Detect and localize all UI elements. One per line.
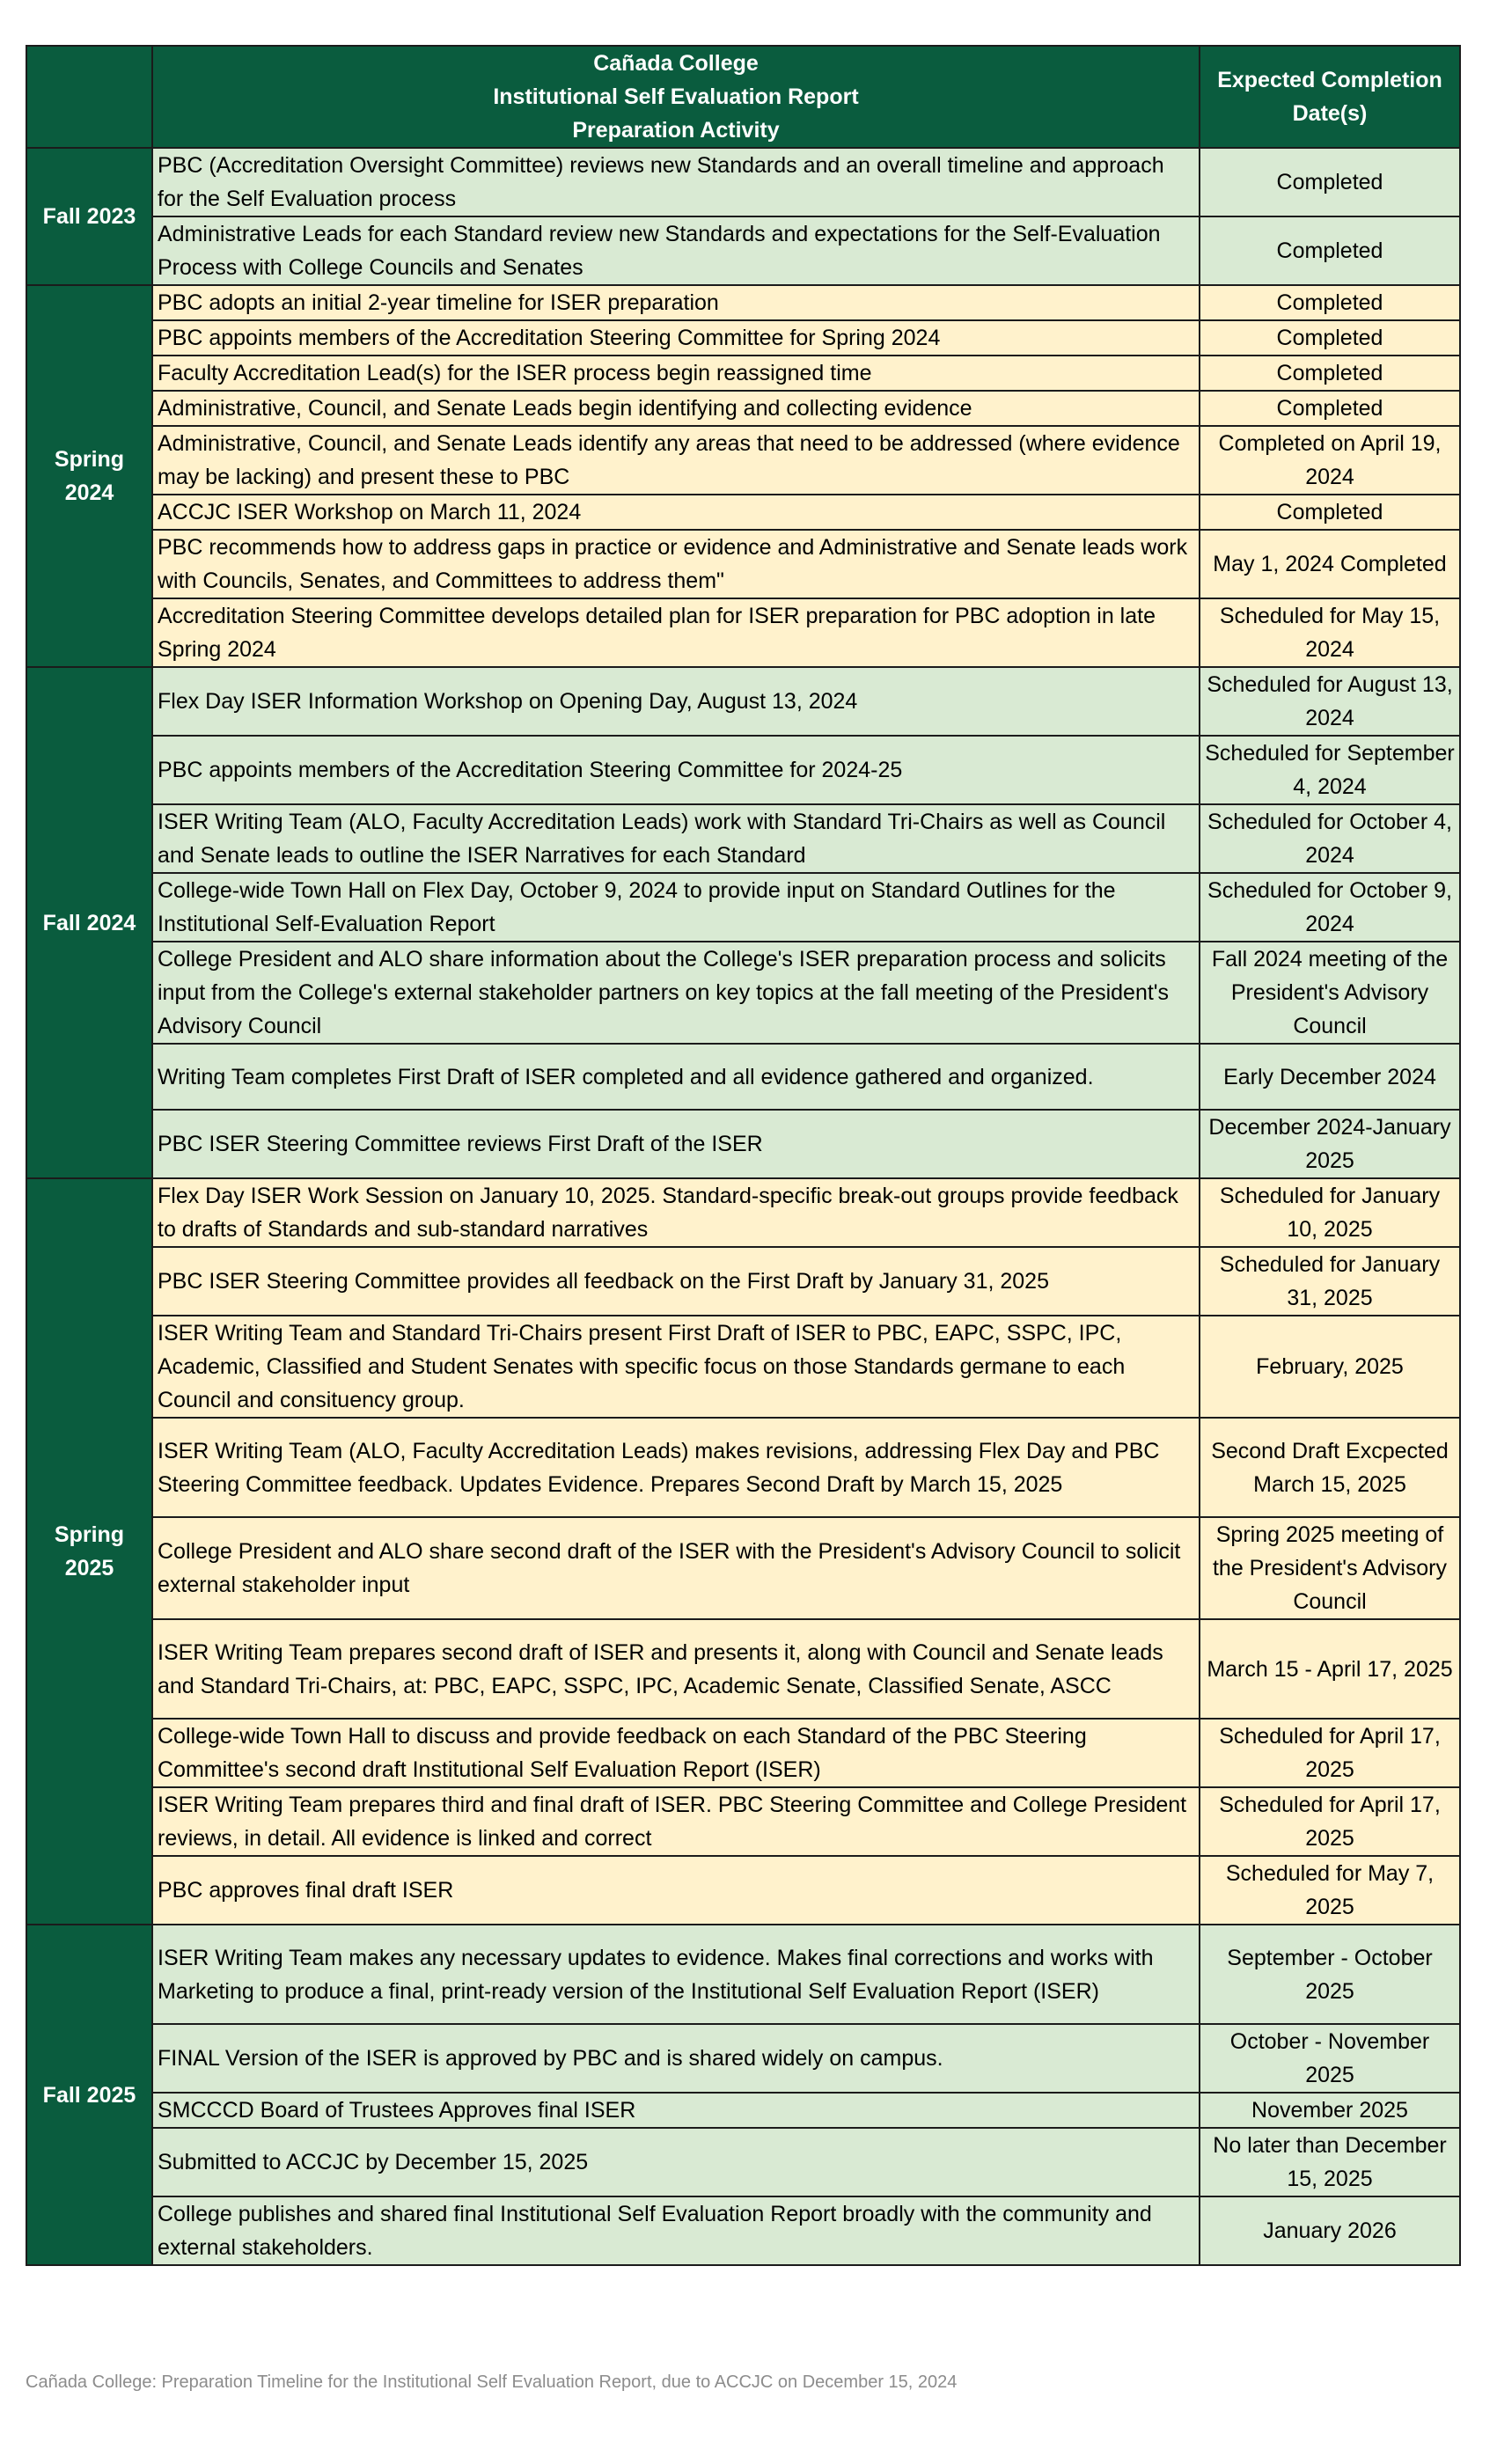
activity-cell: PBC (Accreditation Oversight Committee) reviews new Standards and an overall timeline and approach for the Self Evaluation process — [152, 148, 1200, 216]
timeline-table — [26, 45, 1461, 2266]
date-cell: Completed — [1200, 495, 1460, 530]
table-row — [26, 1418, 1460, 1517]
semester-label: Spring 2024 — [26, 285, 152, 667]
table-row — [26, 426, 1460, 495]
table-row — [26, 873, 1460, 942]
activity-cell: ISER Writing Team prepares third and final draft of ISER. PBC Steering Committee and College President reviews, in detail. All evidence is linked and correct — [152, 1787, 1200, 1856]
activity-cell: ACCJC ISER Workshop on March 11, 2024 — [152, 495, 1200, 530]
activity-cell: Submitted to ACCJC by December 15, 2025 — [152, 2128, 1200, 2196]
activity-cell: ISER Writing Team and Standard Tri-Chairs present First Draft of ISER to PBC, EAPC, SSPC, IPC, Academic, Classified and Student Senates with specific focus on those Standards germane to each Council and consituency group. — [152, 1316, 1200, 1418]
date-cell: Scheduled for September 4, 2024 — [1200, 736, 1460, 804]
header-title-line: Preparation Activity — [572, 118, 780, 143]
activity-cell: PBC adopts an initial 2-year timeline for ISER preparation — [152, 285, 1200, 320]
semester-label: Fall 2024 — [26, 667, 152, 1178]
table-header-row — [26, 46, 1460, 148]
table-row — [26, 285, 1460, 320]
date-cell: Completed — [1200, 356, 1460, 391]
table-row — [26, 1517, 1460, 1619]
activity-cell: ISER Writing Team (ALO, Faculty Accreditation Leads) makes revisions, addressing Flex Day and PBC Steering Committee feedback. Updates Evidence. Prepares Second Draft by March 15, 2025 — [152, 1418, 1200, 1517]
activity-cell: College publishes and shared final Institutional Self Evaluation Report broadly with the community and external stakeholders. — [152, 2196, 1200, 2265]
activity-cell: Administrative Leads for each Standard review new Standards and expectations for the Self-Evaluation Process with College Councils and Senates — [152, 216, 1200, 285]
table-row — [26, 2196, 1460, 2265]
semester-label: Fall 2025 — [26, 1925, 152, 2265]
activity-cell: College President and ALO share information about the College's ISER preparation process and solicits input from the College's external stakeholder partners on key topics at the fall meeting of the President's Advisory Council — [152, 942, 1200, 1044]
date-cell: Scheduled for January 10, 2025 — [1200, 1178, 1460, 1247]
activity-cell: PBC ISER Steering Committee reviews First Draft of the ISER — [152, 1110, 1200, 1178]
table-row — [26, 1856, 1460, 1925]
table-row — [26, 148, 1460, 216]
table-row — [26, 942, 1460, 1044]
table-row — [26, 598, 1460, 667]
table-row — [26, 320, 1460, 356]
table-row — [26, 2093, 1460, 2128]
table-row — [26, 804, 1460, 873]
date-cell: Scheduled for August 13, 2024 — [1200, 667, 1460, 736]
table-row — [26, 1316, 1460, 1418]
table-row — [26, 2024, 1460, 2093]
date-cell: Completed — [1200, 285, 1460, 320]
table-row — [26, 495, 1460, 530]
date-cell: December 2024-January 2025 — [1200, 1110, 1460, 1178]
activity-cell: ISER Writing Team makes any necessary updates to evidence. Makes final corrections and works with Marketing to produce a final, print-ready version of the Institutional Self Evaluation Report (ISER) — [152, 1925, 1200, 2024]
activity-cell: ISER Writing Team prepares second draft of ISER and presents it, along with Council and Senate leads and Standard Tri-Chairs, at: PBC, EAPC, SSPC, IPC, Academic Senate, Classified Senate, ASCC — [152, 1619, 1200, 1719]
activity-cell: College-wide Town Hall to discuss and provide feedback on each Standard of the PBC Steering Committee's second draft Institutional Self Evaluation Report (ISER) — [152, 1719, 1200, 1787]
date-cell: Scheduled for April 17, 2025 — [1200, 1719, 1460, 1787]
table-row — [26, 1110, 1460, 1178]
table-row — [26, 356, 1460, 391]
page-footer: Cañada College: Preparation Timeline for the Institutional Self Evaluation Report, due to ACCJC on December 15, 2024 — [26, 2372, 958, 2392]
activity-cell: Accreditation Steering Committee develops detailed plan for ISER preparation for PBC adoption in late Spring 2024 — [152, 598, 1200, 667]
date-header: Expected Completion Date(s) — [1200, 46, 1460, 148]
date-cell: Spring 2025 meeting of the President's Advisory Council — [1200, 1517, 1460, 1619]
date-cell: Completed — [1200, 391, 1460, 426]
date-cell: Scheduled for January 31, 2025 — [1200, 1247, 1460, 1316]
table-row — [26, 1719, 1460, 1787]
activity-cell: PBC appoints members of the Accreditation Steering Committee for Spring 2024 — [152, 320, 1200, 356]
semester-header — [26, 46, 152, 148]
date-cell: Completed — [1200, 216, 1460, 285]
timeline-body — [26, 148, 1460, 2265]
date-cell: Completed — [1200, 148, 1460, 216]
table-row — [26, 736, 1460, 804]
table-row — [26, 1619, 1460, 1719]
date-cell: Fall 2024 meeting of the President's Advisory Council — [1200, 942, 1460, 1044]
date-cell: March 15 - April 17, 2025 — [1200, 1619, 1460, 1719]
date-cell: Scheduled for May 15, 2024 — [1200, 598, 1460, 667]
date-cell: September - October 2025 — [1200, 1925, 1460, 2024]
semester-label: Spring 2025 — [26, 1178, 152, 1925]
activity-cell: ISER Writing Team (ALO, Faculty Accreditation Leads) work with Standard Tri-Chairs as well as Council and Senate leads to outline the ISER Narratives for each Standard — [152, 804, 1200, 873]
date-cell: October - November 2025 — [1200, 2024, 1460, 2093]
table-row — [26, 2128, 1460, 2196]
activity-cell: PBC ISER Steering Committee provides all feedback on the First Draft by January 31, 2025 — [152, 1247, 1200, 1316]
table-row — [26, 1044, 1460, 1110]
activity-header — [152, 46, 1200, 148]
semester-label: Fall 2023 — [26, 148, 152, 285]
activity-cell: Flex Day ISER Information Workshop on Opening Day, August 13, 2024 — [152, 667, 1200, 736]
activity-cell: SMCCCD Board of Trustees Approves final ISER — [152, 2093, 1200, 2128]
table-row — [26, 1247, 1460, 1316]
header-title-line: Institutional Self Evaluation Report — [493, 84, 859, 109]
date-cell: No later than December 15, 2025 — [1200, 2128, 1460, 2196]
table-row — [26, 1787, 1460, 1856]
activity-cell: Flex Day ISER Work Session on January 10, 2025. Standard-specific break-out groups provide feedback to drafts of Standards and sub-standard narratives — [152, 1178, 1200, 1247]
table-row — [26, 1178, 1460, 1247]
date-cell: Scheduled for October 9, 2024 — [1200, 873, 1460, 942]
table-row — [26, 391, 1460, 426]
activity-cell: Administrative, Council, and Senate Leads begin identifying and collecting evidence — [152, 391, 1200, 426]
date-cell: February, 2025 — [1200, 1316, 1460, 1418]
date-cell: Early December 2024 — [1200, 1044, 1460, 1110]
date-cell: Scheduled for April 17, 2025 — [1200, 1787, 1460, 1856]
activity-cell: College President and ALO share second draft of the ISER with the President's Advisory Council to solicit external stakeholder input — [152, 1517, 1200, 1619]
table-row — [26, 530, 1460, 598]
date-cell: Second Draft Excpected March 15, 2025 — [1200, 1418, 1460, 1517]
date-cell: November 2025 — [1200, 2093, 1460, 2128]
table-row — [26, 216, 1460, 285]
date-cell: Scheduled for October 4, 2024 — [1200, 804, 1460, 873]
date-cell: Completed on April 19, 2024 — [1200, 426, 1460, 495]
date-cell: Completed — [1200, 320, 1460, 356]
activity-cell: PBC recommends how to address gaps in practice or evidence and Administrative and Senate leads work with Councils, Senates, and Committees to address them" — [152, 530, 1200, 598]
date-cell: January 2026 — [1200, 2196, 1460, 2265]
activity-cell: Writing Team completes First Draft of ISER completed and all evidence gathered and organized. — [152, 1044, 1200, 1110]
activity-cell: FINAL Version of the ISER is approved by PBC and is shared widely on campus. — [152, 2024, 1200, 2093]
date-cell: May 1, 2024 Completed — [1200, 530, 1460, 598]
activity-cell: College-wide Town Hall on Flex Day, October 9, 2024 to provide input on Standard Outlines for the Institutional Self-Evaluation Report — [152, 873, 1200, 942]
date-cell: Scheduled for May 7, 2025 — [1200, 1856, 1460, 1925]
activity-cell: Administrative, Council, and Senate Leads identify any areas that need to be addressed (where evidence may be lacking) and present these to PBC — [152, 426, 1200, 495]
activity-cell: PBC approves final draft ISER — [152, 1856, 1200, 1925]
activity-cell: PBC appoints members of the Accreditation Steering Committee for 2024-25 — [152, 736, 1200, 804]
table-row — [26, 1925, 1460, 2024]
table-row — [26, 667, 1460, 736]
activity-cell: Faculty Accreditation Lead(s) for the ISER process begin reassigned time — [152, 356, 1200, 391]
header-title-line: Cañada College — [593, 51, 759, 76]
